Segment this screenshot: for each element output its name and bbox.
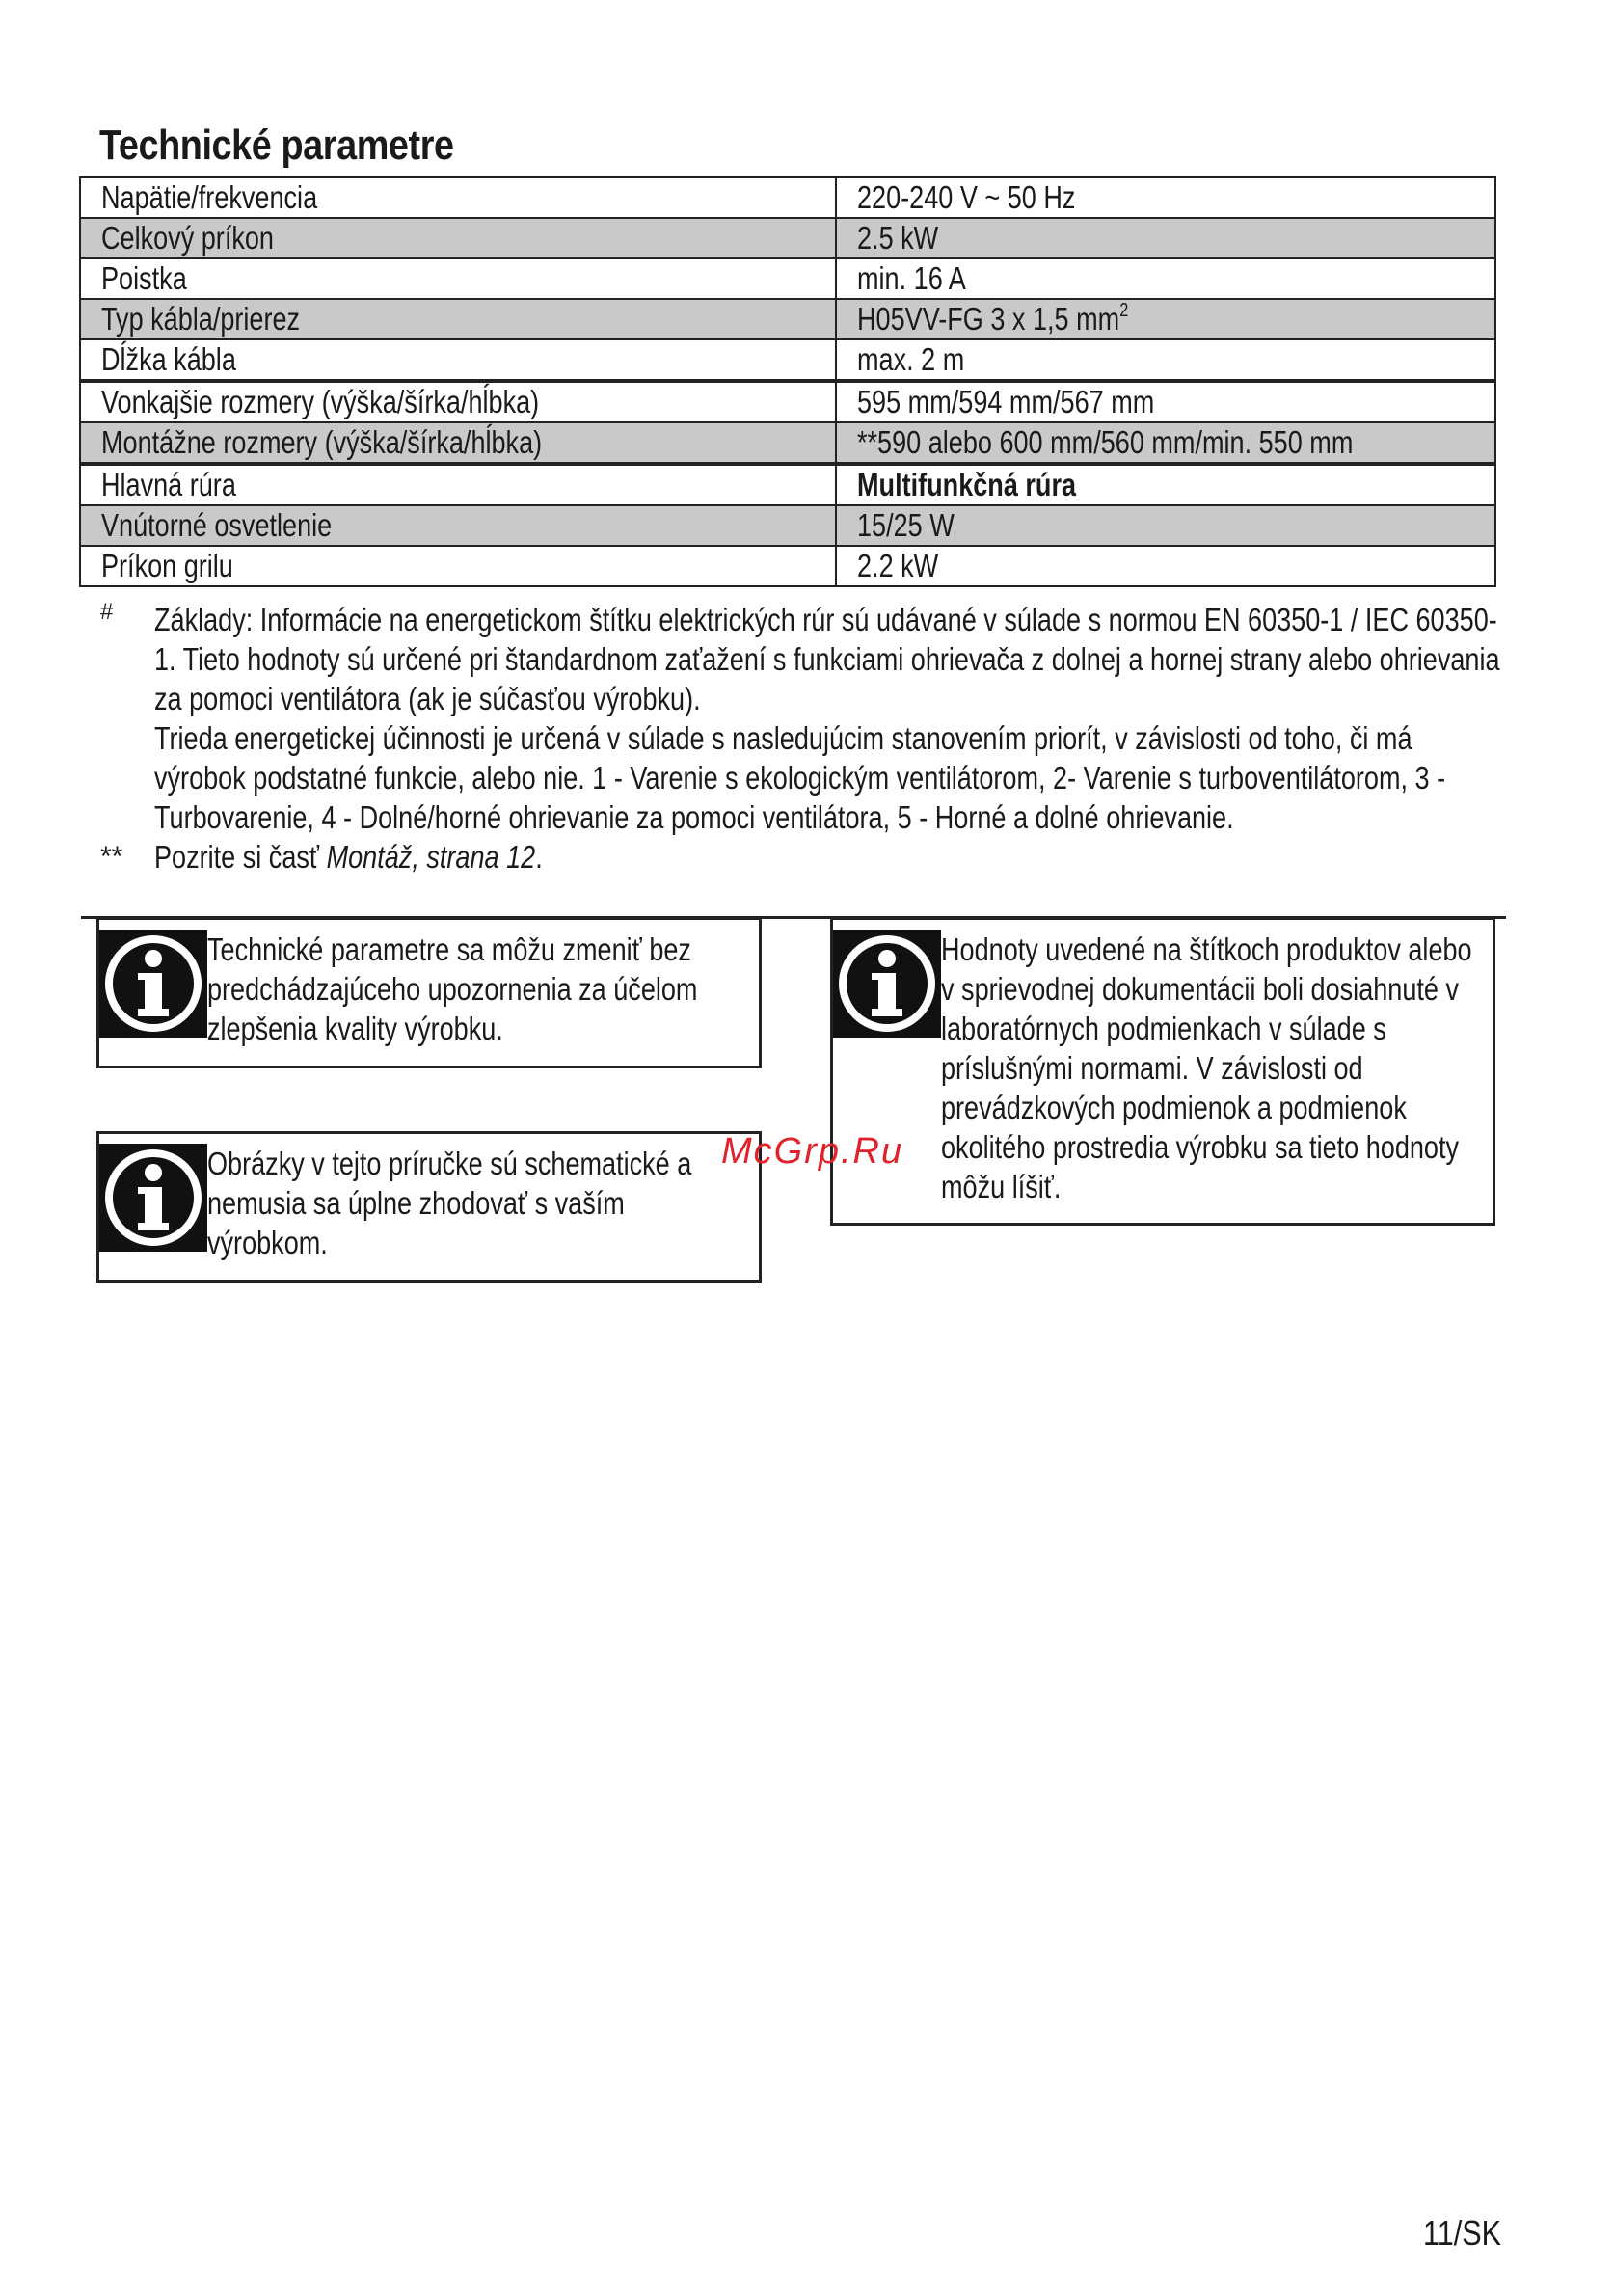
spec-value-superscript: 2 (1119, 300, 1129, 321)
spec-label: Poistka (101, 260, 187, 296)
footnote-star-end: . (535, 839, 543, 875)
info-box-specs-change (96, 917, 762, 1068)
info-box-lab-values (830, 917, 1495, 1226)
footnote-hash-mark: # (100, 599, 114, 625)
spec-value: 2.2 kW (857, 548, 939, 583)
info-box-text: Technické parametre sa môžu zmeniť bez predchádzajúceho upozornenia za účelom zlepšenia kvality výrobku. (207, 932, 698, 1046)
spec-value: 220-240 V ~ 50 Hz (857, 179, 1076, 215)
spec-row (80, 546, 1495, 586)
spec-row (80, 258, 1495, 299)
spec-table (79, 176, 1496, 587)
spec-value: 595 mm/594 mm/567 mm (857, 384, 1155, 419)
spec-value: 15/25 W (857, 507, 955, 543)
info-icon (99, 930, 207, 1038)
spec-label: Celkový príkon (101, 220, 274, 256)
page-number: 11/SK (1423, 2213, 1502, 2253)
info-icon (99, 1144, 207, 1252)
spec-row (80, 339, 1495, 381)
footnote-star-reference[interactable]: Montáž, strana 12 (326, 839, 536, 875)
spec-row (80, 505, 1495, 546)
spec-label: Vonkajšie rozmery (výška/šírka/hĺbka) (101, 384, 540, 419)
spec-label: Príkon grilu (101, 548, 233, 583)
spec-label: Montážne rozmery (výška/šírka/hĺbka) (101, 424, 543, 460)
spec-value: H05VV-FG 3 x 1,5 mm (857, 301, 1120, 337)
info-box-schematic-images (96, 1131, 762, 1283)
spec-value: **590 alebo 600 mm/560 mm/min. 550 mm (857, 424, 1354, 460)
spec-row (80, 381, 1495, 422)
spec-value: min. 16 A (857, 260, 966, 296)
spec-value: 2.5 kW (857, 220, 939, 256)
footnote-hash-text-1: Základy: Informácie na energetickom štítku elektrických rúr sú udávané v súlade s normou EN 60350-1 / IEC 60350-1. Tieto hodnoty sú určené pri štandardnom zaťažení s funkciami ohrievača z dolnej a hornej strany alebo ohrievania za pomoci ventilátora (ak je súčasťou výrobku). (154, 602, 1500, 716)
spec-value: Multifunkčná rúra (857, 467, 1077, 502)
info-box-text: Hodnoty uvedené na štítkoch produktov alebo v sprievodnej dokumentácii boli dosiahnuté v laboratórnych podmienkach v súlade s príslušnými normami. V závislosti od prevádzkových podmienok a podmienok okolitého prostredia výrobku sa tieto hodnoty môžu líšiť. (941, 932, 1472, 1204)
spec-row (80, 218, 1495, 258)
spec-value: max. 2 m (857, 341, 965, 377)
spec-row (80, 177, 1495, 218)
footnote-star (96, 837, 1504, 877)
footnotes (96, 600, 1504, 877)
spec-row (80, 464, 1495, 505)
spec-label: Vnútorné osvetlenie (101, 507, 333, 543)
footnote-star-text: Pozrite si časť (154, 839, 327, 875)
spec-label: Napätie/frekvencia (101, 179, 318, 215)
spec-row (80, 299, 1495, 339)
info-box-text: Obrázky v tejto príručke sú schematické a nemusia sa úplne zhodovať s vaším výrobkom. (207, 1146, 692, 1260)
page-title: Technické parametre (99, 122, 454, 169)
spec-label: Dĺžka kábla (101, 341, 236, 377)
footnote-star-mark: ** (100, 841, 123, 873)
watermark: McGrp.Ru (721, 1131, 904, 1172)
spec-label: Hlavná rúra (101, 467, 236, 502)
footnote-hash (96, 600, 1504, 837)
footnote-hash-text-2: Trieda energetickej účinnosti je určená v súlade s nasledujúcim stanovením priorít, v závislosti od toho, či má výrobok podstatné funkcie, alebo nie. 1 - Varenie s ekologickým ventilátorom, 2- Varenie s turboventilátorom, 3 - Turbovarenie, 4 - Dolné/horné ohrievanie za pomoci ventilátora, 5 - Horné a dolné ohrievanie. (154, 720, 1446, 835)
spec-row (80, 422, 1495, 464)
spec-label: Typ kábla/prierez (101, 301, 301, 337)
info-icon (833, 930, 941, 1038)
